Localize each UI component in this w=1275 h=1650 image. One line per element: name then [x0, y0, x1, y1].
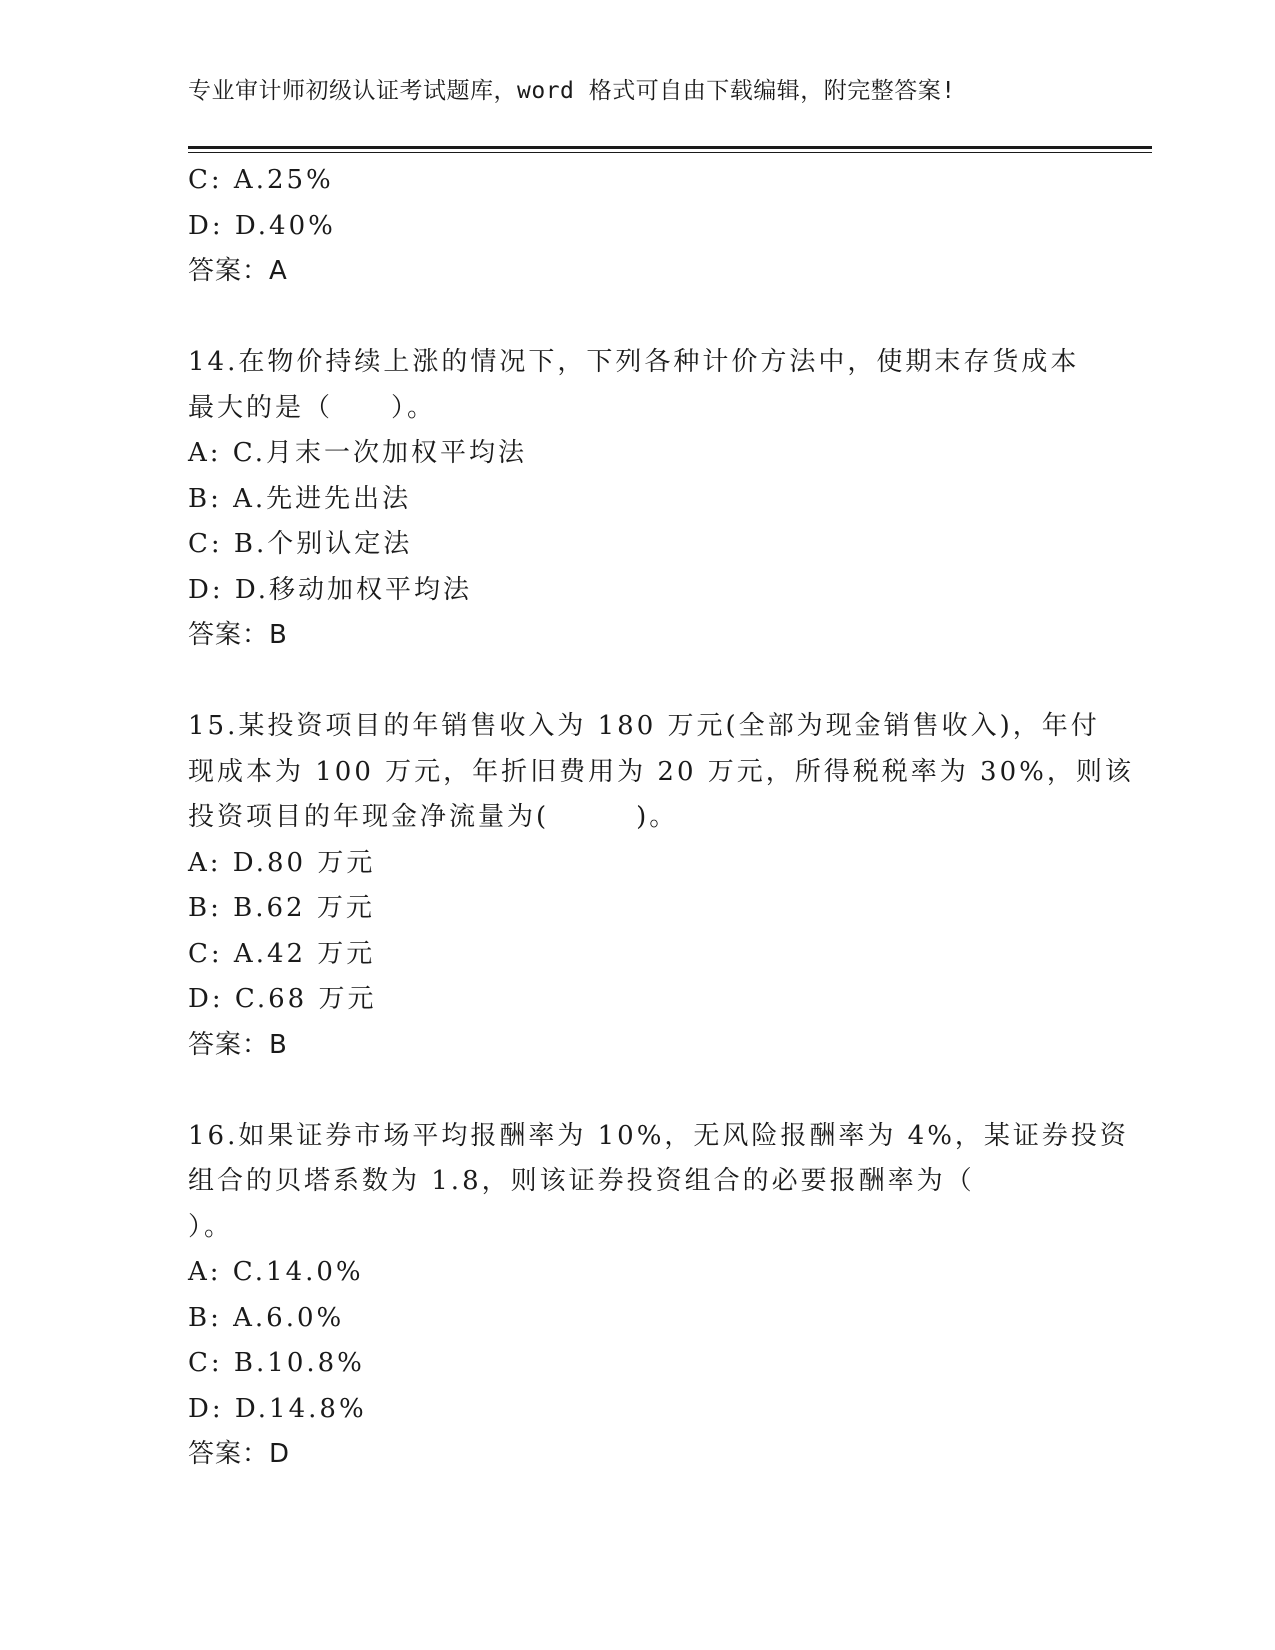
page-header: 专业审计师初级认证考试题库，word 格式可自由下载编辑，附完整答案!: [188, 78, 956, 104]
question-list: [188, 158, 1134, 1478]
option-c: C: A.42 万元: [188, 938, 376, 969]
question-15: [188, 704, 1134, 1068]
spacer: [188, 295, 1088, 341]
question-14: [188, 340, 1088, 659]
option-b: B: A.先进先出法: [188, 483, 412, 514]
question-stem: 现成本为 100 万元，年折旧费用为 20 万元，所得税税率为 30%，则该: [188, 756, 1134, 787]
prev-question-block: [188, 158, 1088, 295]
option-a: A: D.80 万元: [188, 847, 376, 878]
option-c: C: B.10.8%: [188, 1348, 365, 1378]
option-d: D: C.68 万元: [188, 984, 377, 1014]
question-stem: 投资项目的年现金净流量为( )。: [188, 802, 679, 832]
option-c: C: A.25%: [188, 165, 334, 195]
option-d: D: D.14.8%: [188, 1393, 367, 1424]
answer-line: 答案：B: [188, 1029, 288, 1060]
question-stem: 16.如果证券市场平均报酬率为 10%，无风险报酬率为 4%，某证券投资: [188, 1120, 1129, 1151]
spacer: [188, 1068, 1088, 1114]
question-stem: ）。: [188, 1211, 234, 1242]
header-rule-thin: [188, 152, 1152, 153]
spacer: [188, 659, 1088, 705]
option-a: A: C.14.0%: [188, 1257, 364, 1287]
option-d: D: D.移动加权平均法: [188, 574, 473, 605]
answer-line: 答案：B: [188, 620, 288, 650]
question-stem: 15.某投资项目的年销售收入为 180 万元(全部为现金销售收入)，年付: [188, 711, 1100, 741]
option-b: B: B.62 万元: [188, 893, 375, 923]
question-16: [188, 1114, 1129, 1478]
option-d: D: D.40%: [188, 210, 336, 241]
question-stem: 14.在物价持续上涨的情况下，下列各种计价方法中，使期末存货成本: [188, 347, 1080, 377]
option-c: C: B.个别认定法: [188, 529, 413, 559]
question-stem: 最大的是（ ）。: [188, 392, 437, 423]
option-b: B: A.6.0%: [188, 1302, 345, 1333]
answer-line: 答案：D: [188, 1439, 291, 1469]
option-a: A: C.月末一次加权平均法: [188, 438, 528, 468]
answer-line: 答案：A: [188, 256, 288, 286]
question-stem: 组合的贝塔系数为 1.8，则该证券投资组合的必要报酬率为（: [188, 1166, 975, 1196]
header-rule-thick: [188, 146, 1152, 149]
